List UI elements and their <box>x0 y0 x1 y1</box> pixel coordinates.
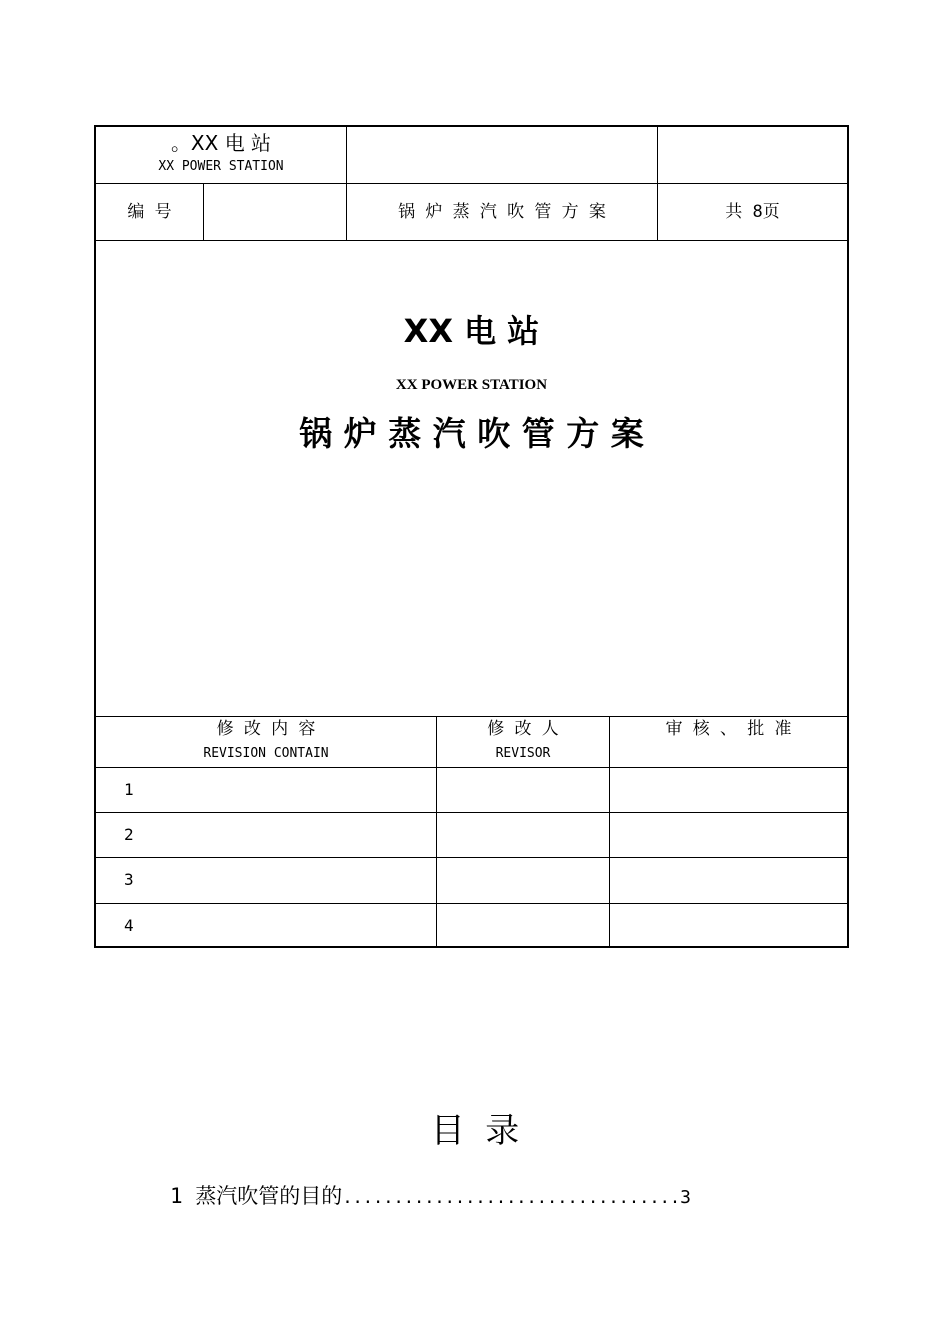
cover-station-en: XX POWER STATION <box>395 377 548 393</box>
header-col-divider <box>657 127 658 240</box>
header-bottom-divider <box>96 240 847 241</box>
revision-row-number: 2 <box>124 825 134 844</box>
header-station-en: XX POWER STATION <box>158 159 284 174</box>
toc-entry-text: 蒸汽吹管的目的 <box>195 1184 343 1208</box>
revision-row-divider <box>96 903 847 904</box>
revision-row-divider <box>96 812 847 813</box>
revision-row-number: 4 <box>124 916 134 935</box>
revisor-header-en: REVISOR <box>495 746 551 761</box>
revision-top-divider <box>96 716 847 717</box>
toc-entry-leader: ................................. <box>342 1188 681 1208</box>
toc-entry-number: 1 <box>170 1184 183 1208</box>
page-count: 共 8页 <box>725 202 780 222</box>
cover-title: 锅 炉 蒸 汽 吹 管 方 案 <box>299 414 644 453</box>
revisor-header-cn: 修 改 人 <box>487 719 559 739</box>
document-form <box>94 125 849 948</box>
toc-title: 目 录 <box>430 1111 520 1151</box>
revision-col-divider <box>609 716 610 948</box>
revision-header-divider <box>96 767 847 768</box>
toc-entry <box>170 1182 691 1212</box>
cover-station-cn: XX 电 站 <box>403 312 540 350</box>
header-station-cn: 。XX 电 站 <box>170 131 272 155</box>
number-col-divider <box>203 183 204 240</box>
header-row-divider <box>96 183 847 184</box>
toc-entry-page: 3 <box>680 1187 691 1208</box>
doc-title-header: 锅 炉 蒸 汽 吹 管 方 案 <box>398 202 606 222</box>
revision-row-divider <box>96 857 847 858</box>
approval-header-cn: 审 核 、 批 准 <box>665 719 792 739</box>
number-label: 编 号 <box>127 202 172 222</box>
revision-row-number: 3 <box>124 870 134 889</box>
revision-content-header-cn: 修 改 内 容 <box>216 719 316 739</box>
header-col-divider <box>346 127 347 240</box>
revision-content-header-en: REVISION CONTAIN <box>203 746 329 761</box>
revision-row-number: 1 <box>124 780 134 799</box>
